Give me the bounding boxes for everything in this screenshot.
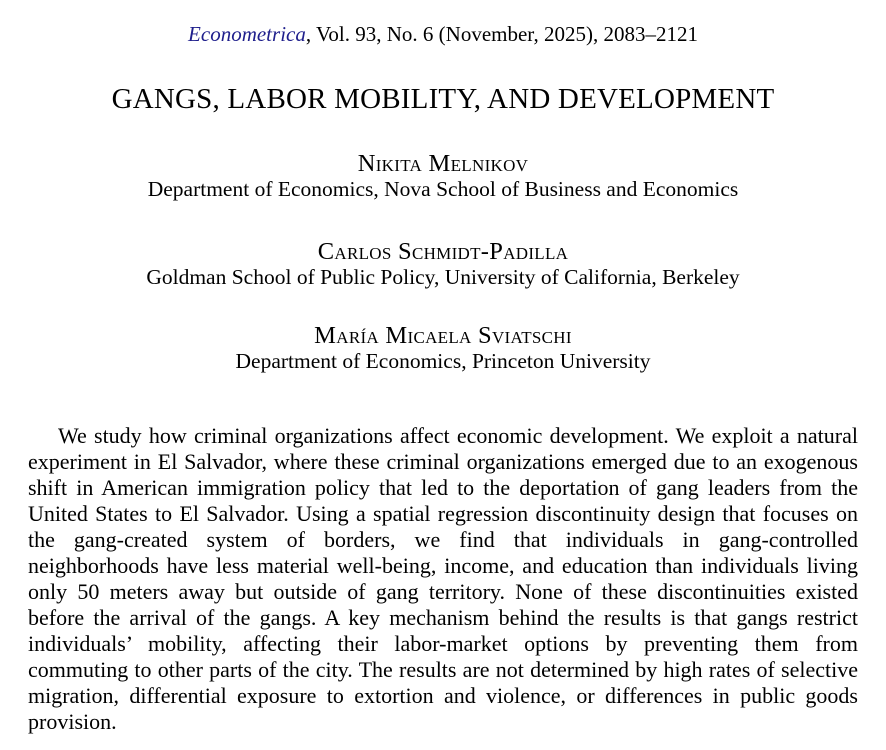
author-affiliation: Department of Economics, Princeton University — [235, 349, 651, 373]
author-affiliation: Department of Economics, Nova School of Business and Economics — [147, 177, 739, 201]
journal-header — [28, 22, 858, 47]
author-block — [28, 151, 858, 201]
author-name: María Micaela Sviatschi — [314, 322, 572, 349]
paper-title: GANGS, LABOR MOBILITY, AND DEVELOPMENT — [111, 83, 775, 115]
author-block — [28, 323, 858, 373]
journal-issue-info: , Vol. 93, No. 6 (November, 2025), 2083–2121 — [305, 22, 698, 46]
abstract-text: We study how criminal organizations affect economic development. We exploit a natural experiment in El Salvador, where these criminal organizations emerged due to an exogenous shift in American immigration policy that led to the deportation of gang leaders from the United States to El Salvador. Using a spatial regression discontinuity design that focuses on the gang-created system of borders, we find that individuals in gang-controlled neighborhoods have less material well-being, income, and education than individuals living only 50 meters away but outside of gang territory. None of these discontinuities existed before the arrival of the gangs. A key mechanism behind the results is that gangs restrict individuals’ mobility, affecting their labor-market options by preventing them from commuting to other parts of the city. The results are not determined by high rates of selective migration, differential exposure to extortion and violence, or differences in public goods provision. — [28, 423, 858, 734]
author-name: Carlos Schmidt-Padilla — [317, 238, 569, 265]
author-affiliation: Goldman School of Public Policy, University of California, Berkeley — [146, 265, 740, 289]
author-name: Nikita Melnikov — [357, 150, 529, 177]
journal-name-link[interactable]: Econometrica — [188, 22, 306, 46]
author-block — [28, 239, 858, 289]
